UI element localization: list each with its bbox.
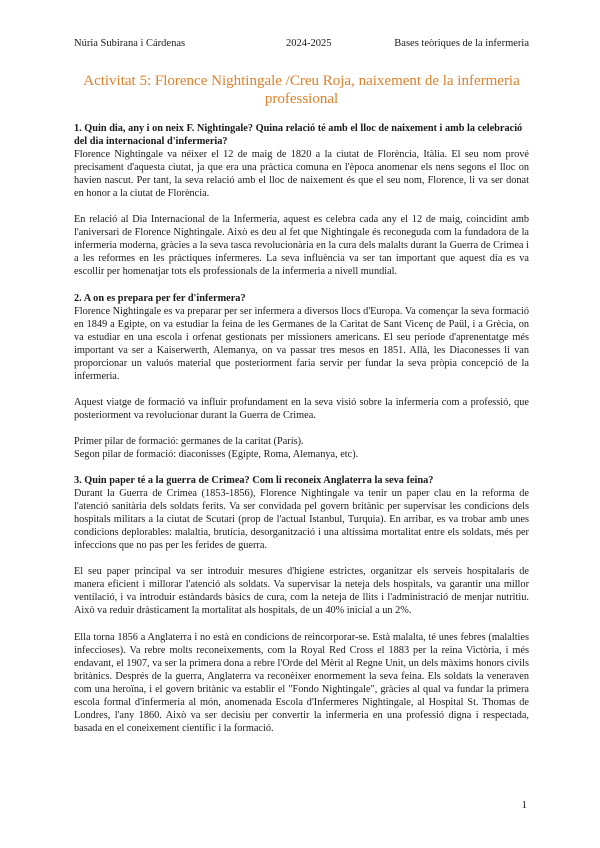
section-1-heading: 1. Quin dia, any i on neix F. Nightingale? Quina relació té amb el lloc de naixement i amb la celebració del dia internacional d'infermeria? <box>74 123 523 148</box>
section-3-paragraph: Durant la Guerra de Crimea (1853-1856), Florence Nightingale va tenir un paper clau en la reforma de l'atenció sanitària dels soldats ferits. Va ser convidada pel govern britànic per supervisar les condicions dels hospitals militars a la ciutat de Scutari (prop de l'actual Istanbul, Turquia). En arribar, es va trobar amb unes condicions deplorables: malaltia, brutícia, desorganització i una altíssima mortalitat entre els soldats, més per infeccions que no pas per les ferides de guerra. <box>74 488 529 552</box>
section-2-pillar: Segon pilar de formació: diaconisses (Egipte, Roma, Alemanya, etc). <box>74 448 359 460</box>
section-1-paragraph: En relació al Dia Internacional de la Infermeria, aquest es celebra cada any el 12 de maig, coincidint amb l'aniversari de Florence Nightingale. Això es deu al fet que Nightingale és reconeguda com la fundadora de la infermeria moderna, gràcies a la seva tasca revolucionària en la cura dels malalts durant la Guerra de Crimea i a les reformes en les pràctiques infermeres. La seva influència va ser tan important que aquest dia es va escollir per homenatjar tots els professionals de la infermeria a nivell mundial. <box>74 214 529 278</box>
header-author: Núria Subirana i Cárdenas <box>74 38 186 49</box>
header-year: 2024-2025 <box>286 38 332 49</box>
section-2-pillar: Primer pilar de formació: germanes de la caritat (París). <box>74 435 304 447</box>
page-number: 1 <box>521 799 527 811</box>
section-3-paragraph: Ella torna 1856 a Anglaterra i no està en condicions de reincorporar-se. Està malalta, té unes febres (malalties infeccioses). Va rebre molts reconeixements, com la Royal Red Cross el 1883 per la reina Victòria, i més endavant, el 1907, va ser la primera dona a rebre l'Orde del Mèrit al Regne Unit, un dels màxims honors civils britànics. Després de la guerra, Anglaterra va reconèixer enormement la seva feina. Els soldats la veneraven com una heroïna, i el govern britànic va establir el "Fondo Nightingale", gràcies al qual va fundar la primera escola formal d'infermeria al món, anomenada Escola d'Infermeres Nightingale, al Hospital St. Thomas de Londres, l'any 1860. Això va ser decisiu per convertir la infermeria en una professió digna i respectada, basada en el coneixement científic i la formació. <box>74 631 529 734</box>
section-2-heading: 2. A on es prepara per fer d'infermera? <box>74 292 246 304</box>
section-3-heading: 3. Quin paper té a la guerra de Crimea? Com li reconeix Anglaterra la seva feina? <box>74 475 434 487</box>
section-2-paragraph: Aquest viatge de formació va influir profundament en la seva visió sobre la infermeria com a professió, que posteriorment va revolucionar durant la Guerra de Crimea. <box>74 396 529 421</box>
header-subject: Bases teòriques de la infermeria <box>394 38 529 49</box>
section-1-paragraph: Florence Nightingale va néixer el 12 de maig de 1820 a la ciutat de Florència, Itàlia. El seu nom prové precisament d'aquesta ciutat, ja que era una pràctica comuna en l'època anomenar els nens segons el lloc on havien nascut. Per tant, la seva relació amb el lloc de naixement és que el seu nom, Florence, li va ser donat en honor a la ciutat de Florència. <box>74 149 529 200</box>
section-2-paragraph: Florence Nightingale es va preparar per ser infermera a diversos llocs d'Europa. Va començar la seva formació en 1849 a Egipte, on va estudiar la feina de les Germanes de la Caritat de Sant Vicenç de Paül, i a Grècia, on va estudiar en una escola i orfenat gestionats per missioners americans. El seu període d'aprenentatge més important va ser a Kaiserwerth, Alemanya, on va passar tres mesos en 1851. Allà, les Diaconesses li van proporcionar un valuós material que posteriorment faria servir per fundar la seva pròpia concepció de la infermeria. <box>74 305 529 382</box>
document-title: Activitat 5: Florence Nightingale /Creu Roja, naixement de la infermeria professional <box>83 73 520 107</box>
document-body <box>74 122 529 735</box>
section-3-paragraph: El seu paper principal va ser introduir mesures d'higiene estrictes, organitzar els serveis hospitalaris de manera eficient i millorar l'atenció als soldats. Va supervisar la neteja dels hospitals, va garantir una millor ventilació, i va introduir estàndards bàsics de cura, com la neteja de llits i l'administració de menjar nutritiu. Això va reduir dràsticament la mortalitat als hospitals, de un 40% inicial a un 2%. <box>74 566 529 617</box>
